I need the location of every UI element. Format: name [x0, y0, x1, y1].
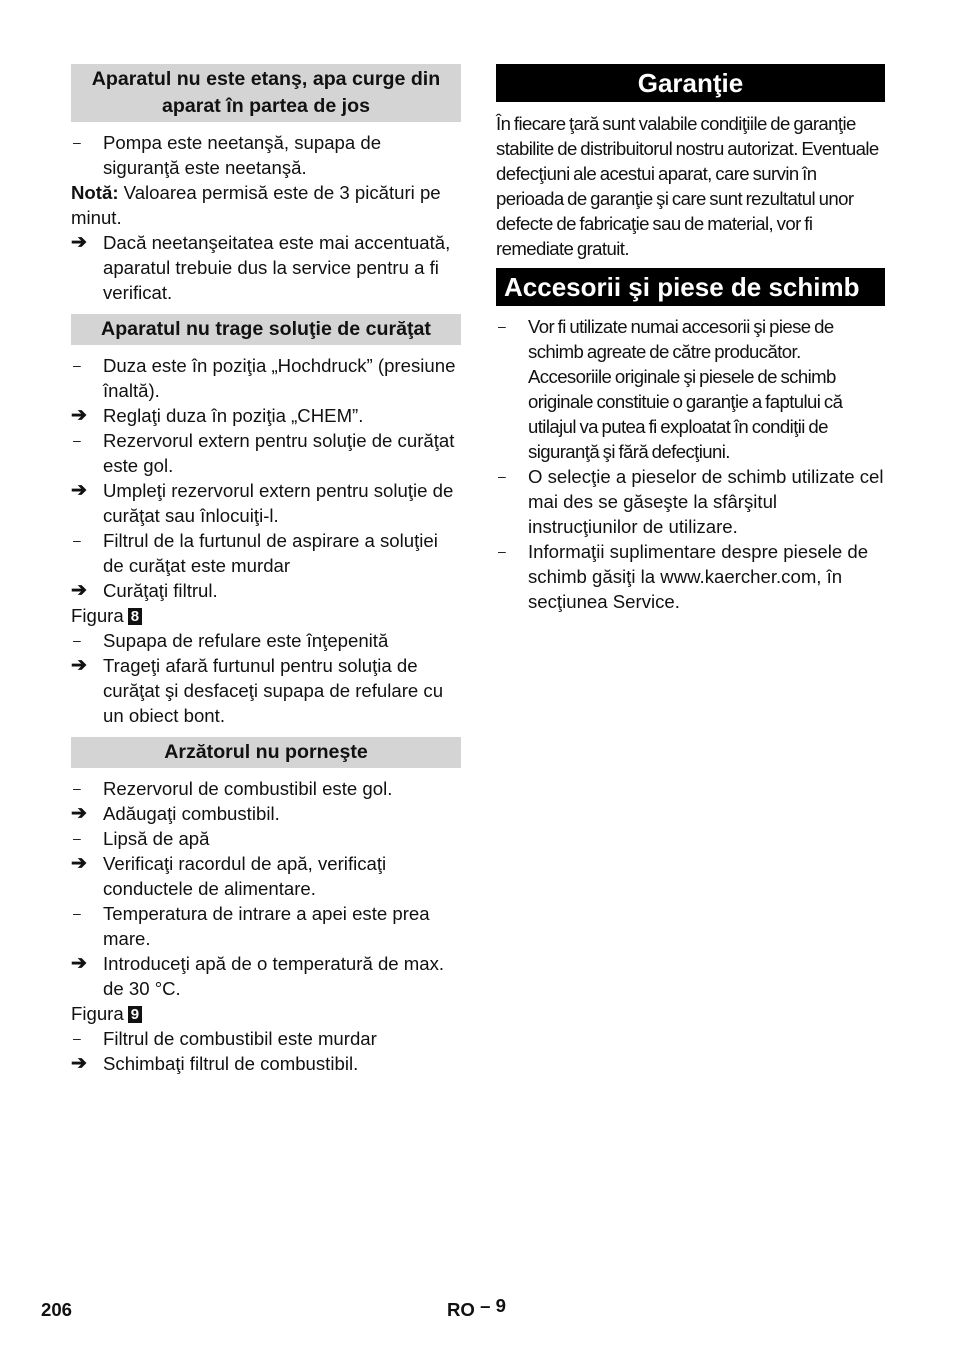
item-text: Duza este în poziţia „Hochdruck” (presiune înaltă). [103, 355, 456, 401]
item-text: Rezervorul extern pentru soluţie de curăţat este gol. [103, 430, 455, 476]
arrow-right-icon: ➔ [71, 1053, 87, 1074]
list-item [496, 539, 885, 614]
item-text: Schimbaţi filtrul de combustibil. [103, 1053, 359, 1074]
item-text: Lipsă de apă [103, 828, 210, 849]
section-heading-not-sealed: Aparatul nu este etanş, apa curge din aparat în partea de jos [71, 64, 461, 122]
dash-icon: – [73, 1030, 81, 1046]
dash-icon: – [73, 905, 81, 921]
dash-icon: – [498, 468, 506, 484]
list-item [71, 628, 461, 653]
item-text: Supapa de refulare este înţepenită [103, 630, 389, 651]
item-text: Rezervorul de combustibil este gol. [103, 778, 393, 799]
list-item [71, 1026, 461, 1051]
list-item [71, 901, 461, 951]
dash-icon: – [498, 318, 506, 334]
list-item [496, 464, 885, 539]
list-item [496, 314, 885, 464]
figure-label: Figura [71, 1003, 124, 1024]
section-heading-no-detergent: Aparatul nu trage soluţie de curăţat [71, 314, 461, 345]
arrow-right-icon: ➔ [71, 803, 87, 824]
arrow-right-icon: ➔ [71, 580, 87, 601]
item-text: Introduceţi apă de o temperatură de max. de 30 °C. [103, 953, 445, 999]
item-text: Informaţii suplimentare despre piesele de schimb găsiţi la www.kaercher.com, în secţiunea Service. [528, 541, 869, 612]
footer-section-label [447, 1297, 506, 1322]
note-label: Notă: [71, 182, 119, 203]
list-item [71, 578, 461, 603]
item-text: Reglaţi duza în poziţia „CHEM”. [103, 405, 364, 426]
list-item [71, 851, 461, 901]
dash-icon: – [73, 134, 81, 150]
list-item [71, 653, 461, 728]
figure-reference [71, 1001, 461, 1026]
item-text: Dacă neetanşeitatea este mai accentuată, aparatul trebuie dus la service pentru a fi verificat. [103, 232, 451, 303]
item-text: Pompa este neetanşă, supapa de siguranţă este neetanşă. [103, 132, 382, 178]
item-text: Umpleţi rezervorul extern pentru soluţie de curăţat sau înlocuiţi-l. [103, 480, 454, 526]
dash-icon: – [73, 780, 81, 796]
list-item [71, 826, 461, 851]
list-item [71, 403, 461, 428]
item-text: Adăugaţi combustibil. [103, 803, 280, 824]
figure-number-badge: 9 [128, 1006, 142, 1023]
item-text: Verificaţi racordul de apă, verificaţi conductele de alimentare. [103, 853, 387, 899]
arrow-right-icon: ➔ [71, 405, 87, 426]
list-item [71, 776, 461, 801]
list-item [71, 230, 461, 305]
language-code: RO [447, 1299, 475, 1320]
page-number: 206 [41, 1299, 73, 1320]
dash-icon: – [73, 357, 81, 373]
arrow-right-icon: ➔ [71, 655, 87, 676]
list-item [71, 478, 461, 528]
dash-icon: – [498, 543, 506, 559]
arrow-right-icon: ➔ [71, 232, 87, 253]
note [71, 180, 461, 230]
item-text: Filtrul de la furtunul de aspirare a soluţiei de curăţat este murdar [103, 530, 438, 576]
right-column [496, 64, 885, 614]
list-item [71, 130, 461, 180]
note-text: Valoarea permisă este de 3 picături pe minut. [71, 182, 441, 228]
list-item [71, 951, 461, 1001]
warranty-text: În fiecare ţară sunt valabile condiţiile de garanţie stabilite de distribuitorul nostru autorizat. Eventuale defecţiuni ale acestui aparat, care survin în perioada de garanţie şi care sunt rezultatul unor defecte de fabricaţie sau de material, vor fi remediate gratuit. [496, 113, 879, 259]
section-heading-warranty: Garanţie [496, 64, 885, 102]
item-text: O selecţie a pieselor de schimb utilizate cel mai des se găseşte la sfârşitul instrucţiunilor de utilizare. [528, 466, 884, 537]
item-text: Trageţi afară furtunul pentru soluţia de curăţat şi desfaceţi supapa de refulare cu un obiect bont. [103, 655, 444, 726]
list-item [71, 528, 461, 578]
dash-icon: – [73, 830, 81, 846]
arrow-right-icon: ➔ [71, 480, 87, 501]
item-text: Filtrul de combustibil este murdar [103, 1028, 377, 1049]
dash-icon: – [73, 632, 81, 648]
section-heading-burner: Arzătorul nu porneşte [71, 737, 461, 768]
section-page-number: – 9 [480, 1295, 506, 1316]
figure-label: Figura [71, 605, 124, 626]
list-item [71, 353, 461, 403]
list-item [71, 428, 461, 478]
dash-icon: – [73, 432, 81, 448]
arrow-right-icon: ➔ [71, 953, 87, 974]
dash-icon: – [73, 532, 81, 548]
arrow-right-icon: ➔ [71, 853, 87, 874]
item-text: Curăţaţi filtrul. [103, 580, 218, 601]
list-item [71, 1051, 461, 1076]
figure-number-badge: 8 [128, 608, 142, 625]
left-column [71, 64, 461, 1076]
section-heading-accessories: Accesorii şi piese de schimb [496, 268, 885, 306]
item-text: Vor fi utilizate numai accesorii şi piese de schimb agreate de către producător. Accesoriile originale şi piesele de schimb originale constituie o garanţie a faptului că utilajul va putea fi exploatat în condiţii de siguranţă şi fără defecţiuni. [528, 316, 843, 462]
figure-reference [71, 603, 461, 628]
list-item [71, 801, 461, 826]
item-text: Temperatura de intrare a apei este prea mare. [103, 903, 430, 949]
